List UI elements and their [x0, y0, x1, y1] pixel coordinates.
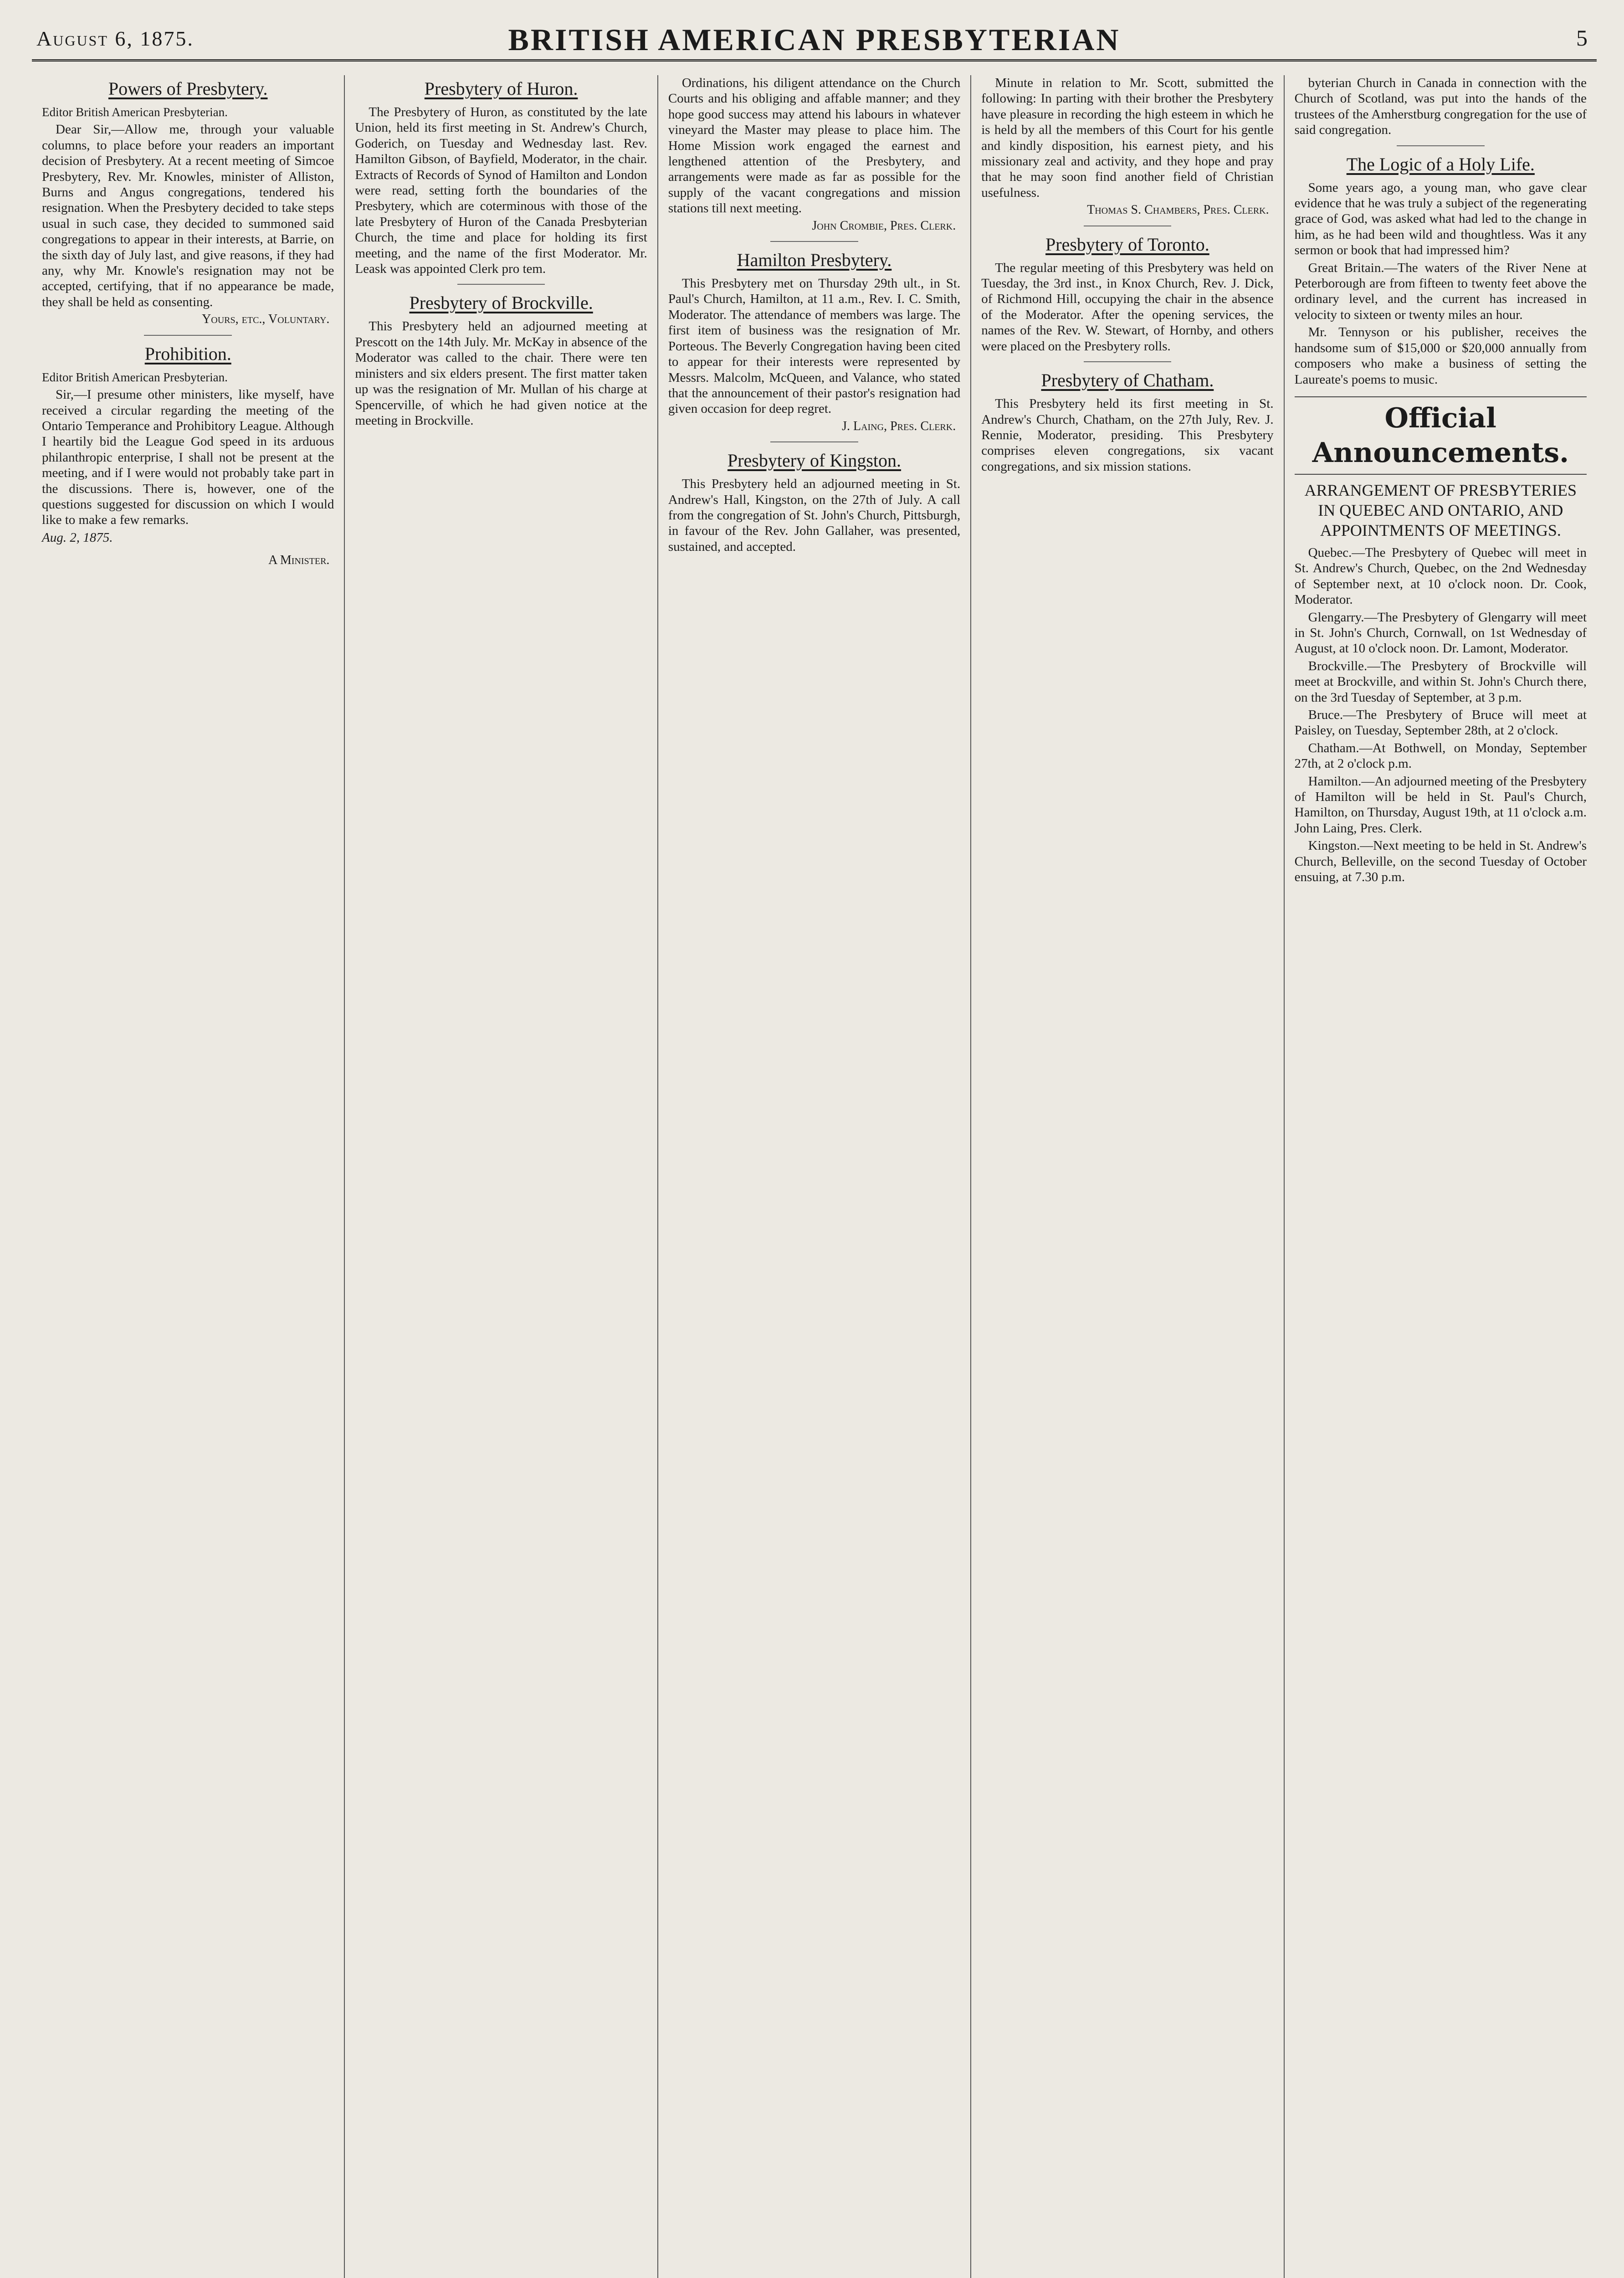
article-heading-presbytery-of-toronto: Presbytery of Toronto.	[1045, 234, 1209, 255]
news-item: Great Britain.—The waters of the River Nene at Peterborough are from fifteen to twenty feet above the ordinary level, and the current has increased in velocity to sixteen or twenty miles an hour.	[1294, 260, 1587, 322]
page-number: 5	[1576, 25, 1588, 51]
meeting-notice: Bruce.—The Presbytery of Bruce will meet at Paisley, on Tuesday, September 28th, at 2 o'clock.	[1294, 707, 1587, 738]
article-body: Minute in relation to Mr. Scott, submitted the following: In parting with their brother the Presbytery have pleasure in recording the high esteem in which he is held by all the members of this Court for his gentle and kindly disposition, his earnest piety, and his missionary zeal and activity, and they hope and pray that he may soon find another field of Christian usefulness.	[981, 76, 1274, 200]
signature-clerk: John Crombie, Pres. Clerk.	[812, 218, 956, 233]
issue-date: August 6, 1875.	[36, 27, 194, 50]
divider	[770, 441, 858, 442]
article-body: Some years ago, a young man, who gave clear evidence that he was truly a subject of the regenerating grace of God, was asked what had led to the change in him, as he had been wild and thoughtless. Was it any sermon or book that had impressed him?	[1294, 180, 1587, 258]
article-heading-logic-of-holy-life: The Logic of a Holy Life.	[1346, 154, 1535, 174]
column-4	[971, 75, 1284, 2278]
arrangement-subheading: ARRANGEMENT OF PRESBYTERIES IN QUEBEC AND ONTARIO, AND APPOINTMENTS OF MEETINGS.	[1304, 481, 1577, 539]
article-body: Sir,—I presume other ministers, like myself, have received a circular regarding the meeting of the Ontario Temperance and Prohibitory League. Although I heartily bid the League God speed in its arduous philanthropic enterprise, I shall not be present at the meeting, and if I were would not probably take part in the discussions. There is, however, one of the questions suggested for discussion on which I would like to make a few remarks.	[42, 387, 334, 528]
meeting-notice: Quebec.—The Presbytery of Quebec will meet in St. Andrew's Church, Quebec, on the 2nd Wednesday of September next, at 10 o'clock noon. Dr. Cook, Moderator.	[1294, 545, 1587, 607]
article-body: This Presbytery held its first meeting in St. Andrew's Church, Chatham, on the 27th July, Rev. J. Rennie, Moderator, presiding. This Presbytery comprises eleven congregations, six vacant congregations, and six mission stations.	[981, 396, 1274, 474]
news-item: Mr. Tennyson or his publisher, receives the handsome sum of $15,000 or $20,000 annually from composers who make a business of setting the Laureate's poems to music.	[1294, 325, 1587, 387]
meeting-notice: Hamilton.—An adjourned meeting of the Presbytery of Hamilton will be held in St. Paul's Church, Hamilton, on Thursday, August 19th, at 11 o'clock a.m. John Laing, Pres. Clerk.	[1294, 774, 1587, 836]
column-3	[658, 75, 971, 2278]
signature-voluntary: Yours, etc., Voluntary.	[202, 312, 330, 327]
divider	[1397, 145, 1484, 146]
newspaper-title: BRITISH AMERICAN PRESBYTERIAN	[508, 22, 1121, 57]
meeting-notice: Chatham.—At Bothwell, on Monday, September 27th, at 2 o'clock p.m.	[1294, 740, 1587, 771]
article-body: This Presbytery met on Thursday 29th ult., in St. Paul's Church, Hamilton, at 11 a.m., Rev. I. C. Smith, Moderator. The attendance of members was large. The first item of business was the resignation of Mr. Porteous. The Beverly Congregation having been cited to appear for their interests were represented by Messrs. Malcolm, McQueen, and Valance, who stated that the announcement of their pastor's resignation had given occasion for deep regret.	[668, 276, 961, 416]
editor-address: Editor British American Presbyterian.	[42, 370, 228, 384]
divider	[1084, 361, 1171, 362]
masthead	[32, 18, 1597, 62]
article-body: Dear Sir,—Allow me, through your valuable columns, to place before your readers an important decision of Presbytery. At a recent meeting of Simcoe Presbytery, Rev. Mr. Knowles, minister of Alliston, Burns and Angus congregations, tendered his resignation. When the Presbytery decided to take steps usual in such case, they decided to summoned said congregations to appear in their interests, at Barrie, on the sixth day of July last, and give reasons, if they had any, why Mr. Knowle's resignation may not be accepted, certifying, that if no appearance be made, they shall be held as consenting.	[42, 122, 334, 309]
letter-date: Aug. 2, 1875.	[42, 530, 113, 545]
article-heading-presbytery-of-chatham: Presbytery of Chatham.	[1041, 370, 1214, 391]
article-columns	[32, 75, 1597, 2278]
article-body: Ordinations, his diligent attendance on the Church Courts and his obliging and affable manner; and they hope good success may attend his labours in whatever vineyard the Master may please to place him. The Home Mission work engaged the earnest and lengthened attention of the Presbytery, and arrangements were made as far as possible for the supply of the vacant congregations and mission stations till next meeting.	[668, 76, 961, 216]
article-heading-presbytery-of-brockville: Presbytery of Brockville.	[409, 292, 593, 313]
editor-address: Editor British American Presbyterian.	[42, 105, 228, 119]
article-heading-presbytery-of-kingston: Presbytery of Kingston.	[727, 450, 902, 471]
column-5	[1285, 75, 1597, 2278]
divider	[457, 284, 545, 285]
article-body: The Presbytery of Huron, as constituted by the late Union, held its first meeting in St. Andrew's Church, Goderich, on Tuesday and Wednesday last. Rev. Hamilton Gibson, of Bayfield, Moderator, in the chair. Extracts of Records of Synod of Hamilton and London were read, setting forth the boundaries of the Presbytery, which are coterminous with those of the late Presbytery of Huron of the Canada Presbyterian Church, the time and place for holding its first meeting, and the name of the first Moderator. Mr. Leask was appointed Clerk pro tem.	[355, 105, 647, 277]
article-heading-hamilton-presbytery: Hamilton Presbytery.	[737, 250, 892, 271]
article-heading-presbytery-of-huron: Presbytery of Huron.	[424, 78, 578, 99]
article-body: The regular meeting of this Presbytery was held on Tuesday, the 3rd inst., in Knox Church, Rev. J. Dick, of Richmond Hill, occupying the chair in the absence of the Moderator. After the opening services, the names of the Rev. W. Stewart, of Hornby, and others were placed on the Presbytery rolls.	[981, 260, 1274, 354]
divider	[770, 241, 858, 242]
signature-a-minister: A Minister.	[268, 553, 330, 568]
article-heading-prohibition: Prohibition.	[144, 343, 231, 364]
column-1	[32, 75, 345, 2278]
divider	[144, 335, 231, 336]
meeting-notice: Glengarry.—The Presbytery of Glengarry will meet in St. John's Church, Cornwall, on 1st Wednesday of August, at 10 o'clock noon. Dr. Lamont, Moderator.	[1294, 610, 1587, 656]
signature-clerk: Thomas S. Chambers, Pres. Clerk.	[1087, 203, 1269, 217]
meeting-notice: Kingston.—Next meeting to be held in St. Andrew's Church, Belleville, on the second Tuesday of October ensuing, at 7.30 p.m.	[1294, 838, 1587, 885]
article-body: This Presbytery held an adjourned meeting at Prescott on the 14th July. Mr. McKay in absence of the Moderator was called to the chair. There were ten ministers and six elders present. The first matter taken up was the resignation of Mr. Mullan of his charge at Spencerville, of which he had given notice at the meeting in Brockville.	[355, 319, 647, 428]
signature-clerk: J. Laing, Pres. Clerk.	[842, 419, 956, 433]
article-body: This Presbytery held an adjourned meeting in St. Andrew's Hall, Kingston, on the 27th of July. A call from the congregation of St. John's Church, Pittsburgh, in favour of the Rev. John Gallaher, was presented, sustained, and accepted.	[668, 477, 961, 554]
article-body: byterian Church in Canada in connection with the Church of Scotland, was put into the hands of the trustees of the Amherstburg congregation for the use of said congregation.	[1294, 76, 1587, 138]
article-heading-powers-of-presbytery: Powers of Presbytery.	[108, 78, 268, 99]
meeting-notice: Brockville.—The Presbytery of Brockville will meet at Brockville, and within St. John's Church there, on the 3rd Tuesday of September, at 3 p.m.	[1294, 658, 1587, 705]
official-announcements-heading: Official Announcements.	[1295, 396, 1587, 475]
column-2	[345, 75, 658, 2278]
